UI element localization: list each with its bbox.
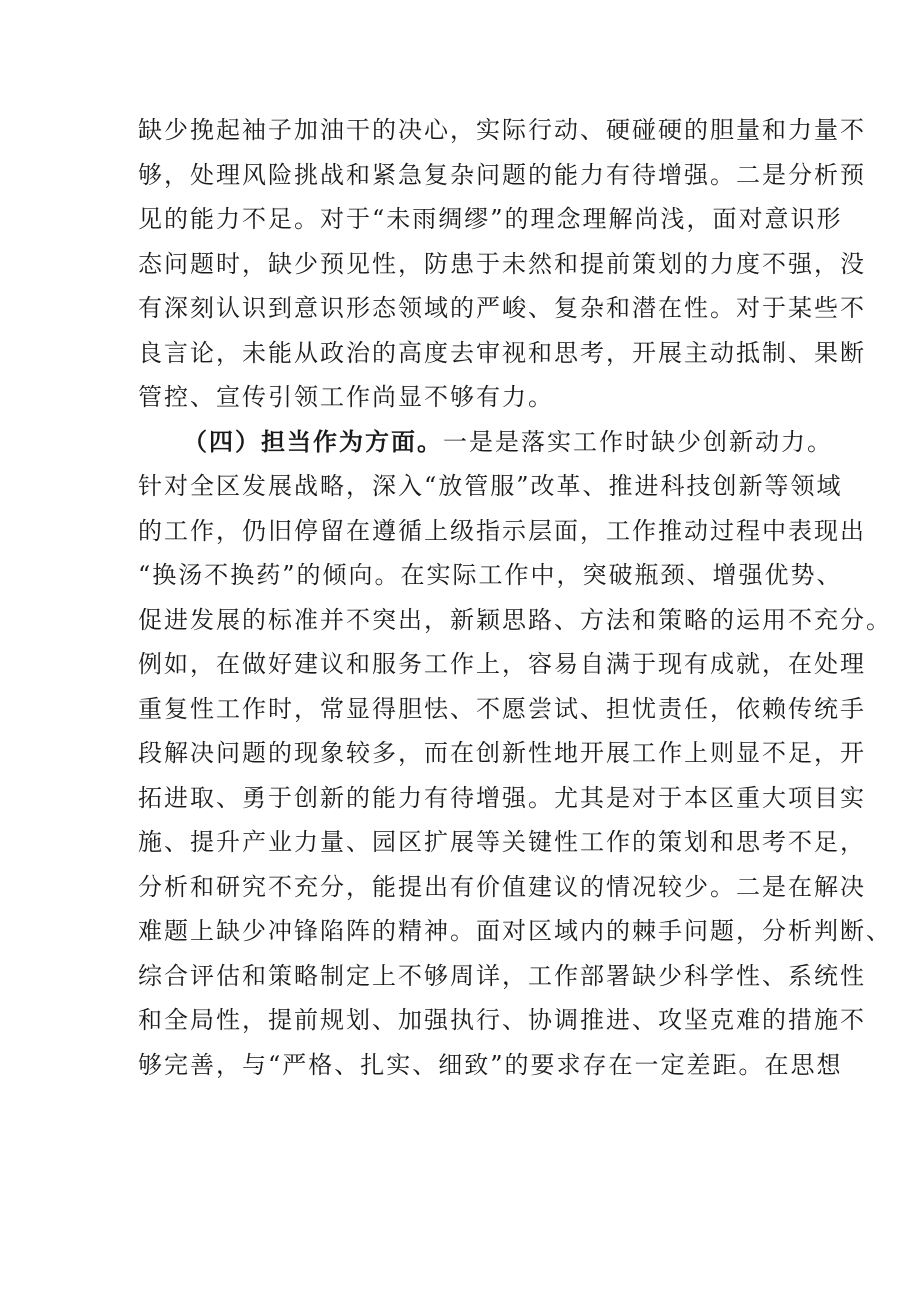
text-line: 例如，在做好建议和服务工作上，容易自满于现有成就，在处理 xyxy=(138,650,866,678)
text-line: 缺少挽起袖子加油干的决心，实际行动、硬碰硬的胆量和力量不 xyxy=(138,116,866,144)
text-line: 管控、宣传引领工作尚显不够有力。 xyxy=(138,383,554,411)
text-line: 有深刻认识到意识形态领域的严峻、复杂和潜在性。对于某些不 xyxy=(138,294,866,322)
text-line: 的工作，仍旧停留在遵循上级指示层面，工作推动过程中表现出 xyxy=(138,516,866,545)
text-line: 促进发展的标准并不突出，新颖思路、方法和策略的运用不充分。 xyxy=(138,605,892,634)
text-line: 施、提升产业力量、园区扩展等关键性工作的策划和思考不足， xyxy=(138,828,866,856)
text-line: 分析和研究不充分，能提出有价值建议的情况较少。二是在解决 xyxy=(138,872,866,901)
document-body xyxy=(138,108,892,1087)
text-line: 态问题时，缺少预见性，防患于未然和提前策划的力度不强，没 xyxy=(138,249,866,278)
text-line: 拓进取、勇于创新的能力有待增强。尤其是对于本区重大项目实 xyxy=(138,783,866,812)
text-line: 够完善，与“严格、扎实、细致”的要求存在一定差距。在思想 xyxy=(138,1050,843,1079)
paragraph-2 xyxy=(138,420,892,1088)
paragraph-1 xyxy=(138,108,866,420)
text-line: 良言论，未能从政治的高度去审视和思考，开展主动抵制、果断 xyxy=(138,338,866,367)
text-line: 综合评估和策略制定上不够周详，工作部署缺少科学性、系统性 xyxy=(138,961,866,990)
text-line: “换汤不换药”的倾向。在实际工作中，突破瓶颈、增强优势、 xyxy=(138,561,843,589)
text-line: 和全局性，提前规划、加强执行、协调推进、攻坚克难的措施不 xyxy=(138,1006,866,1034)
first-line-text: 一是是落实工作时缺少创新动力。 xyxy=(443,427,833,456)
section-heading: （四）担当作为方面。 xyxy=(183,426,443,456)
text-line: 段解决问题的现象较多，而在创新性地开展工作上则显不足，开 xyxy=(138,739,866,767)
text-line: 够，处理风险挑战和紧急复杂问题的能力有待增强。二是分析预 xyxy=(138,160,866,189)
text-line: 重复性工作时，常显得胆怯、不愿尝试、担忧责任，依赖传统手 xyxy=(138,694,866,723)
text-line: 难题上缺少冲锋陷阵的精神。面对区域内的棘手问题，分析判断、 xyxy=(138,917,892,945)
text-line: 见的能力不足。对于“未雨绸缪”的理念理解尚浅，面对意识形 xyxy=(138,205,843,233)
paragraph-2-first-line xyxy=(138,420,833,465)
text-line: 针对全区发展战略，深入“放管服”改革、推进科技创新等领域 xyxy=(138,472,843,500)
